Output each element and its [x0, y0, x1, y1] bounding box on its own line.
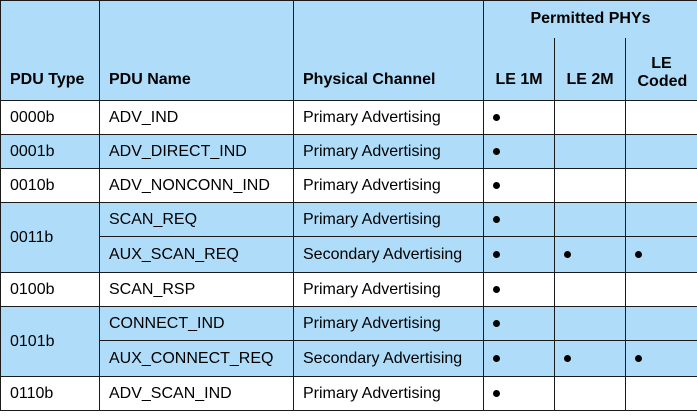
pdu-name-cell: CONNECT_IND — [100, 307, 294, 341]
le-coded-cell — [626, 203, 697, 237]
le-coded-cell — [626, 101, 697, 135]
dot-icon — [493, 216, 500, 223]
channel-cell: Secondary Advertising — [294, 341, 484, 377]
le-1m-cell — [484, 203, 555, 237]
le-coded-cell — [626, 169, 697, 203]
dot-icon — [493, 182, 500, 189]
channel-cell: Primary Advertising — [294, 377, 484, 411]
pdu-type-cell: 0101b — [1, 307, 100, 377]
dot-icon — [493, 251, 500, 258]
le-coded-cell — [626, 341, 697, 377]
dot-icon — [493, 355, 500, 362]
pdu-name-cell: ADV_NONCONN_IND — [100, 169, 294, 203]
pdu-type-cell: 0110b — [1, 377, 100, 411]
pdu-name-cell: SCAN_REQ — [100, 203, 294, 237]
table-row — [1, 273, 697, 307]
dot-icon — [493, 286, 500, 293]
header-pdu-type: PDU Type — [1, 1, 100, 101]
header-le-1m: LE 1M — [484, 38, 555, 101]
table-row — [1, 135, 697, 169]
header-permitted-phys: Permitted PHYs — [484, 1, 697, 38]
le-1m-cell — [484, 341, 555, 377]
dot-icon — [493, 114, 500, 121]
dot-icon — [564, 251, 571, 258]
pdu-name-cell: AUX_CONNECT_REQ — [100, 341, 294, 377]
pdu-type-cell: 0001b — [1, 135, 100, 169]
le-1m-cell — [484, 169, 555, 203]
le-2m-cell — [555, 101, 626, 135]
le-2m-cell — [555, 135, 626, 169]
le-coded-cell — [626, 237, 697, 273]
table-row — [1, 101, 697, 135]
le-1m-cell — [484, 237, 555, 273]
le-2m-cell — [555, 169, 626, 203]
pdu-name-cell: ADV_SCAN_IND — [100, 377, 294, 411]
le-2m-cell — [555, 273, 626, 307]
table-row — [1, 307, 697, 341]
table-row — [1, 341, 697, 377]
dot-icon — [564, 355, 571, 362]
le-2m-cell — [555, 377, 626, 411]
pdu-type-cell: 0011b — [1, 203, 100, 273]
dot-icon — [635, 251, 642, 258]
channel-cell: Primary Advertising — [294, 101, 484, 135]
le-2m-cell — [555, 203, 626, 237]
pdu-name-cell: AUX_SCAN_REQ — [100, 237, 294, 273]
table-row — [1, 203, 697, 237]
pdu-name-cell: ADV_IND — [100, 101, 294, 135]
header-physical-channel: Physical Channel — [294, 1, 484, 101]
le-1m-cell — [484, 101, 555, 135]
header-pdu-name: PDU Name — [100, 1, 294, 101]
pdu-name-cell: ADV_DIRECT_IND — [100, 135, 294, 169]
dot-icon — [493, 390, 500, 397]
pdu-type-cell: 0000b — [1, 101, 100, 135]
le-1m-cell — [484, 273, 555, 307]
le-coded-cell — [626, 135, 697, 169]
channel-cell: Primary Advertising — [294, 135, 484, 169]
table-row — [1, 169, 697, 203]
table-row — [1, 237, 697, 273]
le-2m-cell — [555, 341, 626, 377]
channel-cell: Primary Advertising — [294, 169, 484, 203]
le-1m-cell — [484, 377, 555, 411]
header-le-coded — [626, 38, 697, 101]
le-coded-cell — [626, 377, 697, 411]
le-2m-cell — [555, 307, 626, 341]
pdu-type-cell: 0100b — [1, 273, 100, 307]
le-1m-cell — [484, 135, 555, 169]
le-1m-cell — [484, 307, 555, 341]
dot-icon — [493, 320, 500, 327]
dot-icon — [493, 148, 500, 155]
le-coded-cell — [626, 307, 697, 341]
le-coded-cell — [626, 273, 697, 307]
channel-cell: Primary Advertising — [294, 307, 484, 341]
pdu-type-cell: 0010b — [1, 169, 100, 203]
pdu-name-cell: SCAN_RSP — [100, 273, 294, 307]
channel-cell: Primary Advertising — [294, 203, 484, 237]
header-le-coded-label: LE Coded — [637, 55, 688, 90]
channel-cell: Secondary Advertising — [294, 237, 484, 273]
header-le-2m: LE 2M — [555, 38, 626, 101]
le-2m-cell — [555, 237, 626, 273]
dot-icon — [635, 355, 642, 362]
channel-cell: Primary Advertising — [294, 273, 484, 307]
table-row — [1, 377, 697, 411]
